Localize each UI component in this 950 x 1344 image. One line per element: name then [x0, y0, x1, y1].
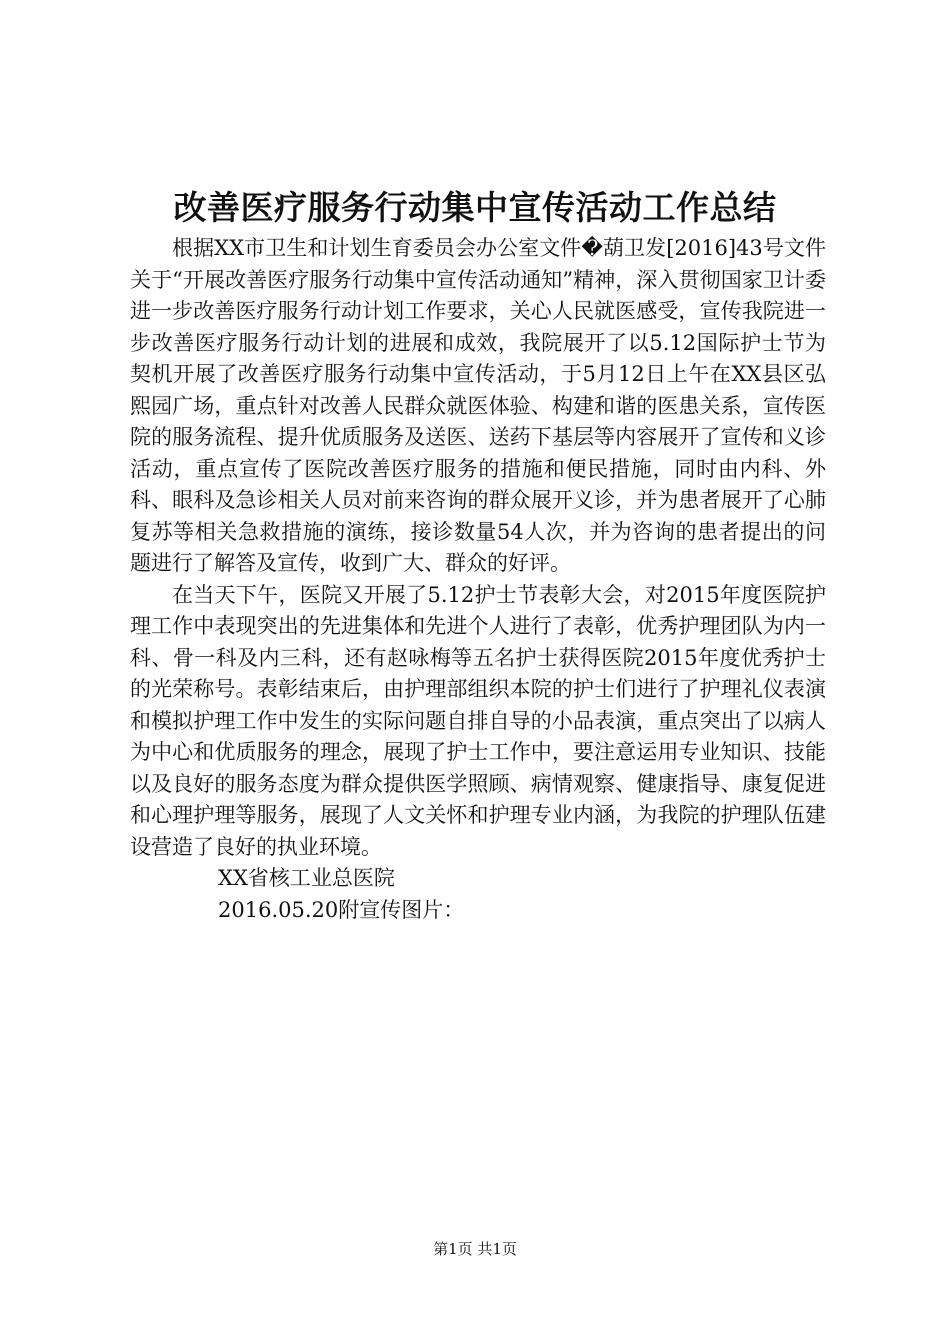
- page-number-footer: 第1页 共1页: [433, 1240, 517, 1258]
- signature-date: 2016.05.20附宣传图片：: [218, 897, 465, 922]
- signature-organization: XX省核工业总医院: [218, 866, 395, 890]
- document-title: 改善医疗服务行动集中宣传活动工作总结: [173, 188, 777, 227]
- document-body: [130, 233, 826, 926]
- paragraph-1: 根据XX市卫生和计划生育委员会办公室文件�葫卫发[2016]43号文件关于“开展改善医疗服务行动集中宣传活动通知”精神，深入贯彻国家卫计委进一步改善医疗服务行动计划工作要求，关心人民就医感受，宣传我院进一步改善医疗服务行动计划的进展和成效，我院展开了以5.12国际护士节为契机开展了改善医疗服务行动集中宣传活动，于5月12日上午在XX县区弘熙园广场，重点针对改善人民群众就医体验、构建和谐的医患关系，宣传医院的服务流程、提升优质服务及送医、送药下基层等内容展开了宣传和义诊活动，重点宣传了医院改善医疗服务的措施和便民措施，同时由内科、外科、眼科及急诊相关人员对前来咨询的群众展开义诊，并为患者展开了心肺复苏等相关急救措施的演练，接诊数量54人次，并为咨询的患者提出的问题进行了解答及宣传，收到广大、群众的好评。: [130, 236, 826, 575]
- paragraph-2: 在当天下午，医院又开展了5.12护士节表彰大会，对2015年度医院护理工作中表现突出的先进集体和先进个人进行了表彰，优秀护理团队为内一科、骨一科及内三科，还有赵咏梅等五名护士获得医院2015年度优秀护士的光荣称号。表彰结束后，由护理部组织本院的护士们进行了护理礼仪表演和模拟护理工作中发生的实际问题自排自导的小品表演，重点突出了以病人为中心和优质服务的理念，展现了护士工作中，要注意运用专业知识、技能以及良好的服务态度为群众提供医学照顾、病情观察、健康指导、康复促进和心理护理等服务，展现了人文关怀和护理专业内涵，为我院的护理队伍建设营造了良好的执业环境。: [130, 582, 826, 859]
